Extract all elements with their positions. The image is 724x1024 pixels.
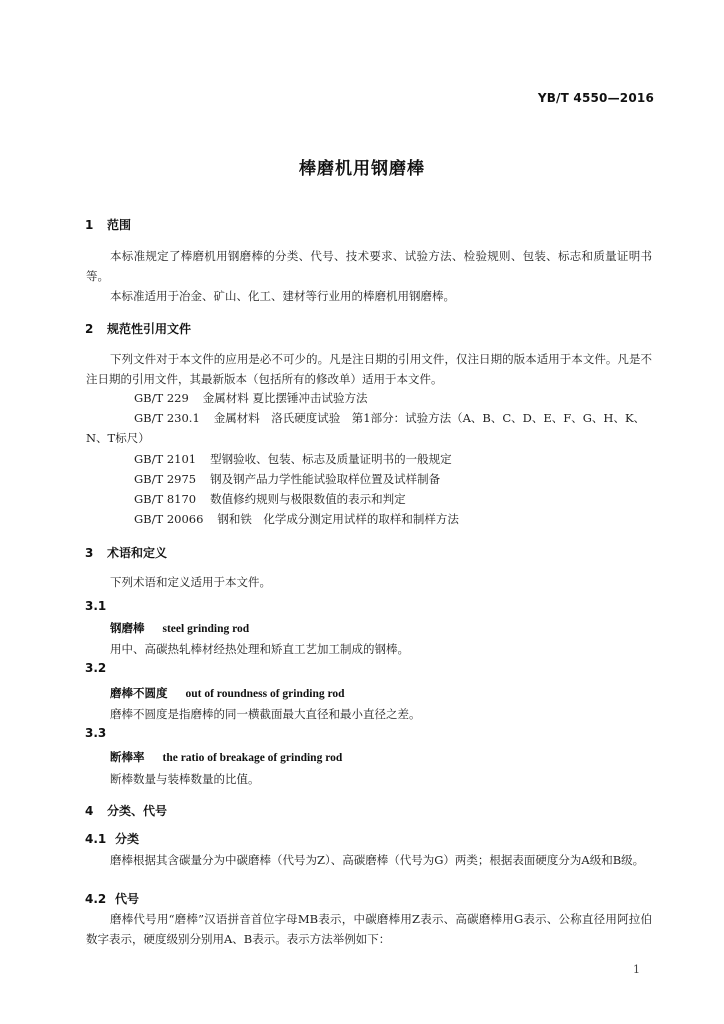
section-4-heading xyxy=(85,802,167,819)
term-english: out of roundness of grinding rod xyxy=(185,688,345,700)
section-number: 4 xyxy=(85,804,94,818)
term-definition: 磨棒不圆度是指磨棒的同一横截面最大直径和最小直径之差。 xyxy=(110,707,421,721)
section-number: 3 xyxy=(85,546,94,560)
section-title: 范围 xyxy=(107,218,132,232)
subsection-4-1-text: 磨棒根据其含碳量分为中碳磨棒（代号为Z）、高碳磨棒（代号为G）两类；根据表面硬度分为A级和B级。 xyxy=(110,853,645,867)
reference-code: GB/T 2101 xyxy=(134,452,197,466)
section-number: 1 xyxy=(85,218,94,232)
reference-title: 钢和铁 化学成分测定用试样的取样和制样方法 xyxy=(217,512,459,526)
subsection-number: 4.2 xyxy=(85,892,107,906)
section-1-paragraph-2: 本标准适用于冶金、矿山、化工、建材等行业用的棒磨机用钢磨棒。 xyxy=(110,289,455,303)
subsection-4-2-heading xyxy=(85,890,139,907)
subsection-number: 4.1 xyxy=(85,832,107,846)
section-2-heading xyxy=(85,320,191,337)
reference-code: GB/T 229 xyxy=(134,391,189,405)
section-3-heading xyxy=(85,544,167,561)
page-number: 1 xyxy=(633,963,640,976)
section-1-paragraph-1: 本标准规定了棒磨机用钢磨棒的分类、代号、技术要求、试验方法、检验规则、包装、标志和质量证明书等。 xyxy=(86,249,652,283)
term-chinese: 钢磨棒 xyxy=(110,621,145,635)
reference-title: 数值修约规则与极限数值的表示和判定 xyxy=(210,492,406,506)
term-number: 3.3 xyxy=(85,726,107,740)
section-2-intro: 下列文件对于本文件的应用是必不可少的。凡是注日期的引用文件，仅注日期的版本适用于本文件。凡是不注日期的引用文件，其最新版本（包括所有的修改单）适用于本文件。 xyxy=(86,352,652,386)
reference-item xyxy=(86,470,652,490)
reference-code: GB/T 8170 xyxy=(134,492,197,506)
reference-title: 金属材料 夏比摆锤冲击试验方法 xyxy=(202,391,368,405)
reference-code: GB/T 20066 xyxy=(134,512,204,526)
term-heading xyxy=(110,749,342,765)
reference-item xyxy=(86,450,652,470)
document-title: 棒磨机用钢磨棒 xyxy=(299,159,425,179)
section-title: 分类、代号 xyxy=(107,804,168,818)
term-number: 3.1 xyxy=(85,599,107,613)
term-heading xyxy=(110,685,345,701)
subsection-title: 分类 xyxy=(115,832,140,846)
reference-item xyxy=(86,389,652,409)
section-3-intro: 下列术语和定义适用于本文件。 xyxy=(110,575,271,589)
reference-item xyxy=(86,409,652,448)
section-title: 规范性引用文件 xyxy=(107,322,192,336)
term-chinese: 磨棒不圆度 xyxy=(110,686,168,700)
term-heading xyxy=(110,620,249,636)
term-definition: 断棒数量与装棒数量的比值。 xyxy=(110,772,260,786)
term-chinese: 断棒率 xyxy=(110,750,145,764)
subsection-title: 代号 xyxy=(115,892,140,906)
standard-code: YB/T 4550—2016 xyxy=(537,91,654,105)
reference-item xyxy=(86,490,652,510)
reference-title: 型钢验收、包装、标志及质量证明书的一般规定 xyxy=(210,452,452,466)
section-number: 2 xyxy=(85,322,94,336)
reference-title: 金属材料 洛氏硬度试验 第1部分：试验方法（A、B、C、D、E、F、G、H、K、N、T标尺） xyxy=(86,411,646,445)
reference-code: GB/T 230.1 xyxy=(134,411,200,425)
section-1-heading xyxy=(85,216,131,233)
reference-item xyxy=(86,510,652,530)
term-english: the ratio of breakage of grinding rod xyxy=(162,752,343,764)
term-english: steel grinding rod xyxy=(162,623,250,635)
term-definition: 用中、高碳热轧棒材经热处理和矫直工艺加工制成的钢棒。 xyxy=(110,642,409,656)
reference-title: 钢及钢产品力学性能试验取样位置及试样制备 xyxy=(210,472,441,486)
subsection-4-2-text: 磨棒代号用“磨棒”汉语拼音首位字母MB表示，中碳磨棒用Z表示、高碳磨棒用G表示、公称直径用阿拉伯数字表示，硬度级别分别用A、B表示。表示方法举例如下： xyxy=(86,912,652,946)
section-title: 术语和定义 xyxy=(107,546,168,560)
subsection-4-1-heading xyxy=(85,830,139,847)
term-number: 3.2 xyxy=(85,661,107,675)
reference-code: GB/T 2975 xyxy=(134,472,197,486)
